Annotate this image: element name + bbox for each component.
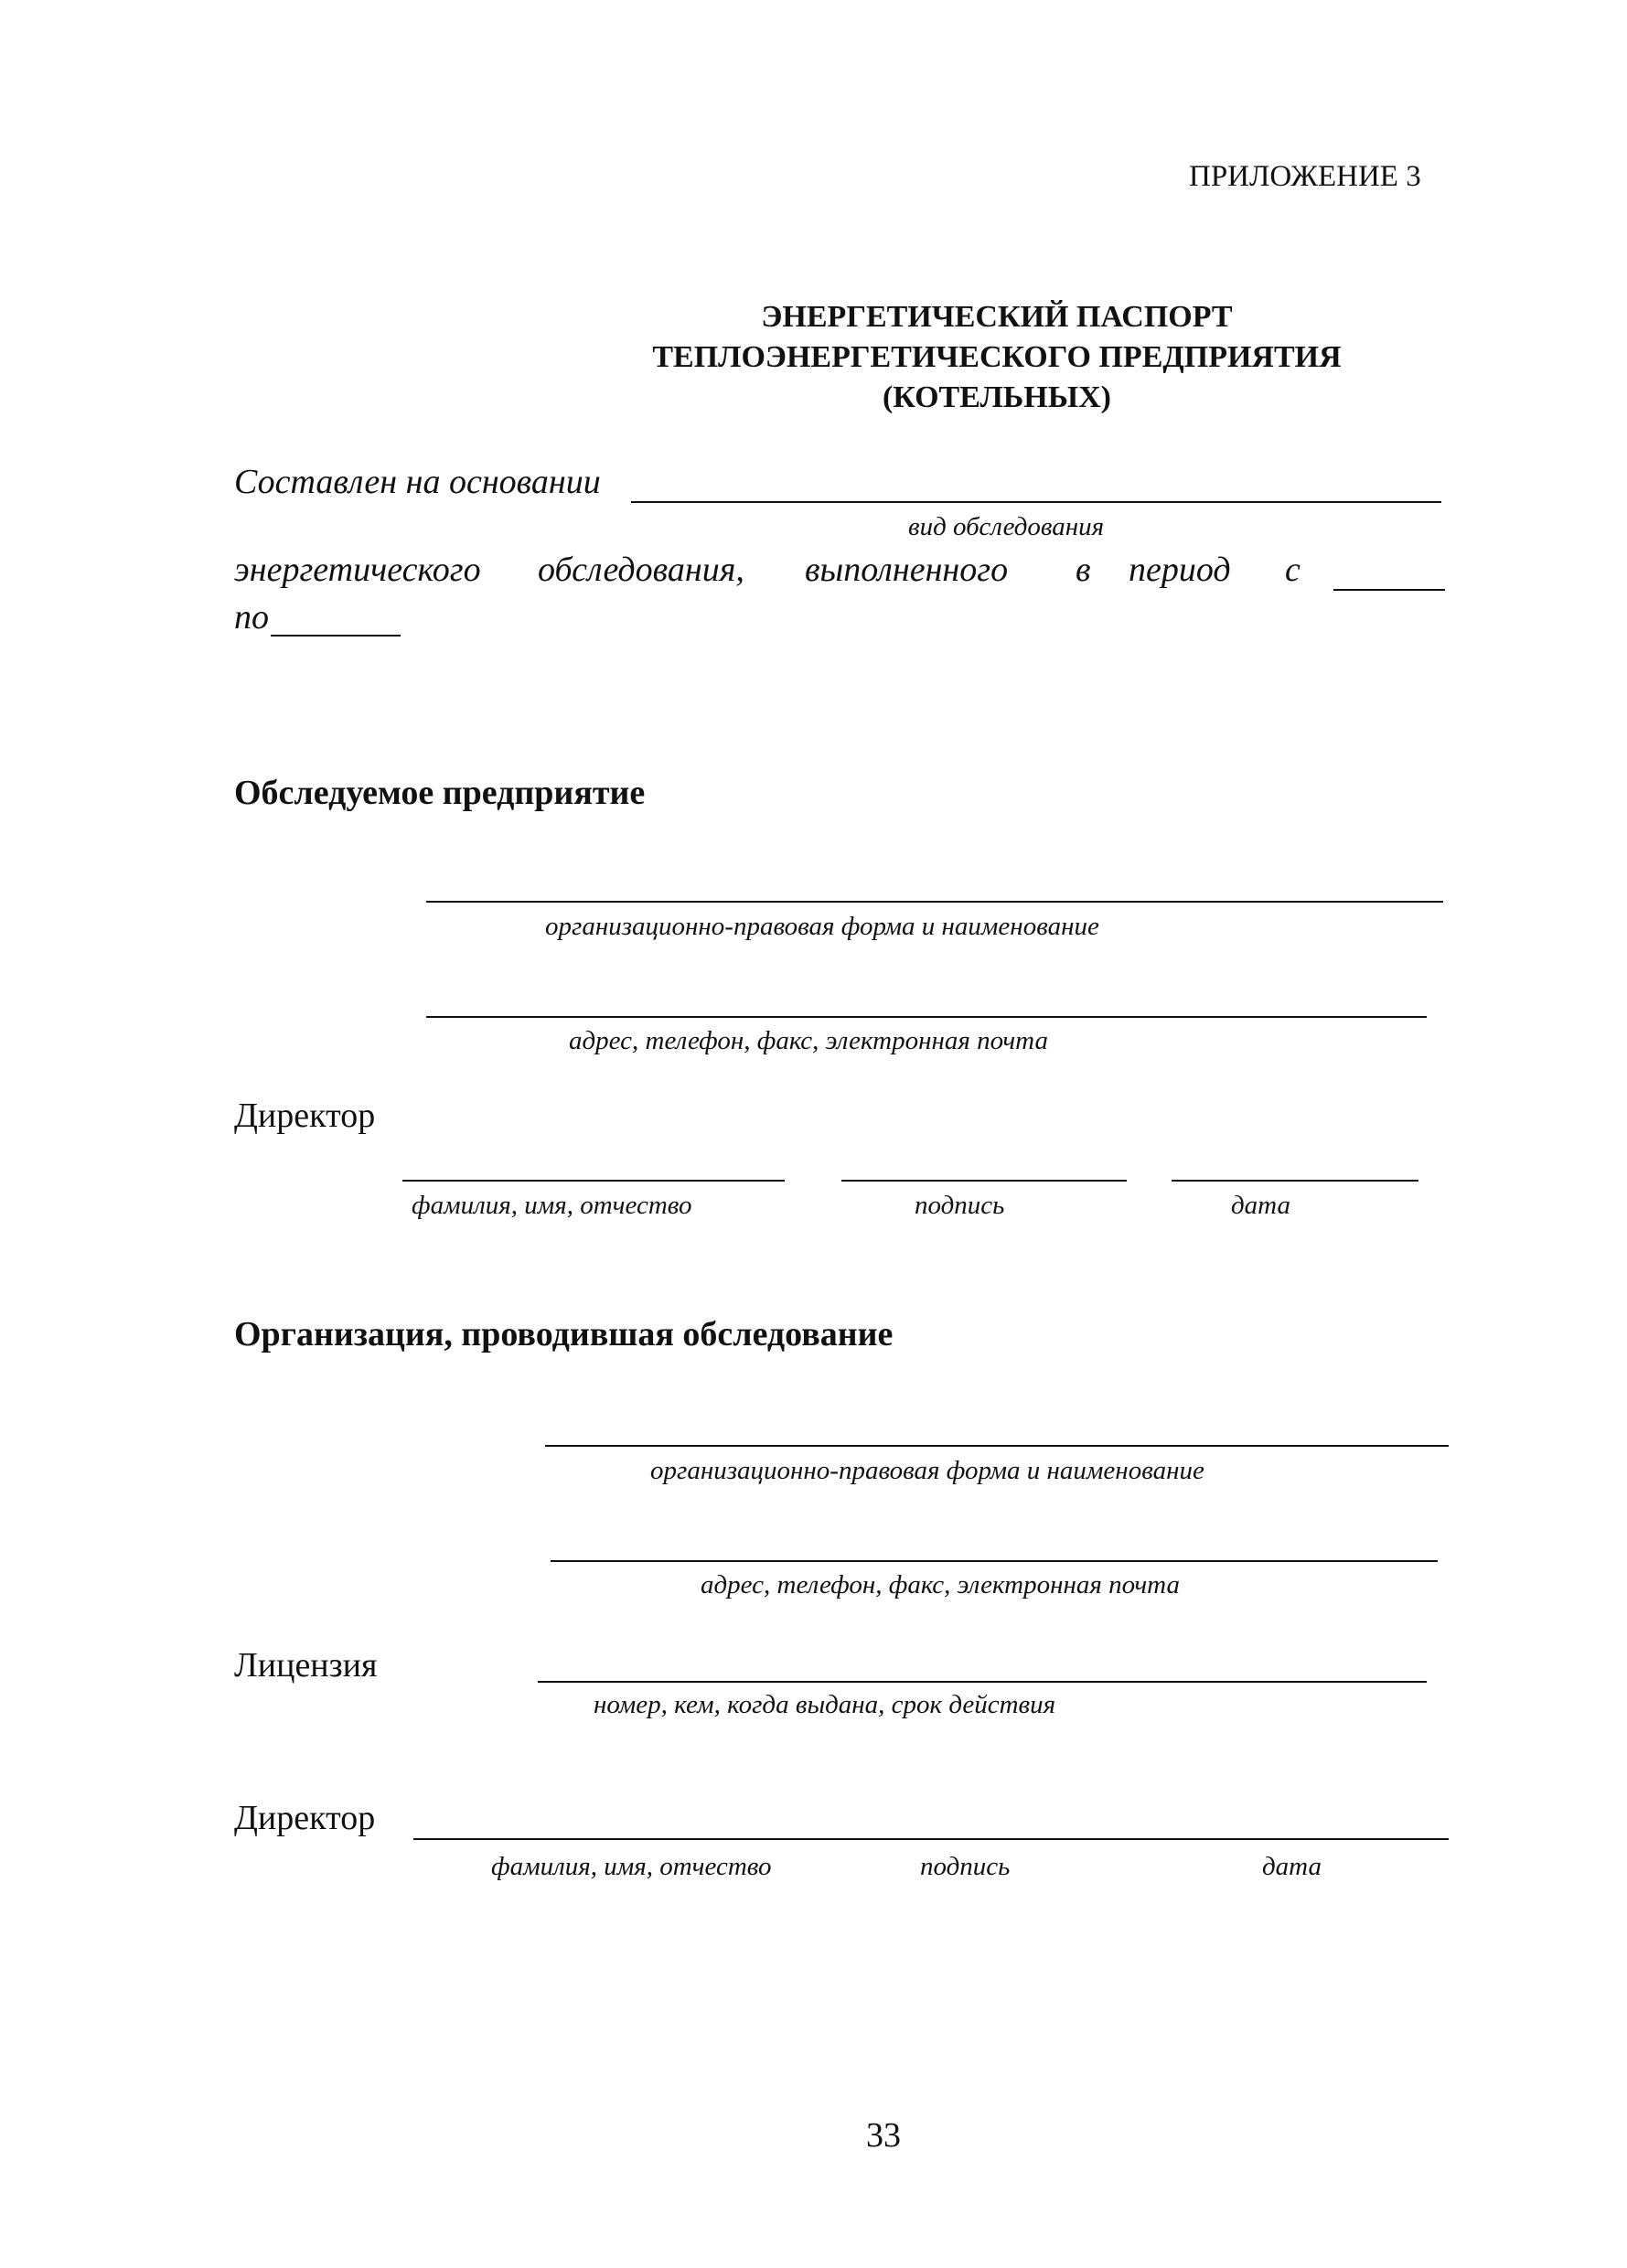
surveyed-signature-line[interactable]: [841, 1180, 1127, 1182]
period-word-3: выполненного: [805, 551, 1009, 589]
surveyed-address-caption: адрес, телефон, факс, электронная почта: [569, 1026, 1048, 1055]
title-line-3: (КОТЕЛЬНЫХ): [882, 380, 1111, 414]
period-start-line[interactable]: [1333, 589, 1445, 591]
auditor-name-line[interactable]: [545, 1445, 1449, 1447]
period-word-5: период: [1129, 551, 1231, 589]
surveyed-fio-caption: фамилия, имя, отчество: [412, 1191, 692, 1220]
auditor-signature-caption: подпись: [920, 1852, 1011, 1881]
basis-caption: вид обследования: [908, 512, 1105, 541]
title-line-1: ЭНЕРГЕТИЧЕСКИЙ ПАСПОРТ: [761, 300, 1233, 334]
appendix-label: ПРИЛОЖЕНИЕ 3: [1189, 160, 1421, 193]
basis-field-line[interactable]: [631, 501, 1441, 503]
surveyed-date-caption: дата: [1231, 1191, 1290, 1220]
license-line[interactable]: [538, 1681, 1427, 1683]
surveyed-name-line[interactable]: [426, 901, 1443, 903]
surveyed-heading: Обследуемое предприятие: [234, 774, 646, 812]
auditor-director-line[interactable]: [413, 1838, 1449, 1840]
period-word-6: с: [1285, 551, 1301, 589]
surveyed-date-line[interactable]: [1172, 1180, 1418, 1182]
period-word-1: энергетического: [234, 551, 481, 589]
license-caption: номер, кем, когда выдана, срок действия: [594, 1690, 1056, 1719]
title-line-2: ТЕПЛОЭНЕРГЕТИЧЕСКОГО ПРЕДПРИЯТИЯ: [652, 340, 1342, 374]
auditor-address-caption: адрес, телефон, факс, электронная почта: [701, 1570, 1180, 1599]
period-word-4: в: [1076, 551, 1091, 589]
basis-label: Составлен на основании: [234, 463, 601, 501]
surveyed-address-line[interactable]: [426, 1016, 1427, 1018]
auditor-heading: Организация, проводившая обследование: [234, 1315, 894, 1353]
auditor-name-caption: организационно-правовая форма и наименование: [650, 1456, 1204, 1485]
page-number: 33: [866, 2116, 901, 2155]
period-word-2: обследования,: [538, 551, 744, 589]
surveyed-signature-caption: подпись: [915, 1191, 1005, 1220]
auditor-date-caption: дата: [1262, 1852, 1322, 1881]
period-end-line[interactable]: [271, 635, 401, 637]
surveyed-fio-line[interactable]: [402, 1180, 785, 1182]
auditor-fio-caption: фамилия, имя, отчество: [491, 1852, 772, 1881]
auditor-address-line[interactable]: [551, 1560, 1438, 1562]
surveyed-name-caption: организационно-правовая форма и наименование: [545, 912, 1099, 941]
surveyed-director-label: Директор: [234, 1097, 376, 1135]
license-label: Лицензия: [234, 1646, 378, 1685]
period-to-label: по: [234, 598, 269, 637]
auditor-director-label: Директор: [234, 1799, 376, 1837]
